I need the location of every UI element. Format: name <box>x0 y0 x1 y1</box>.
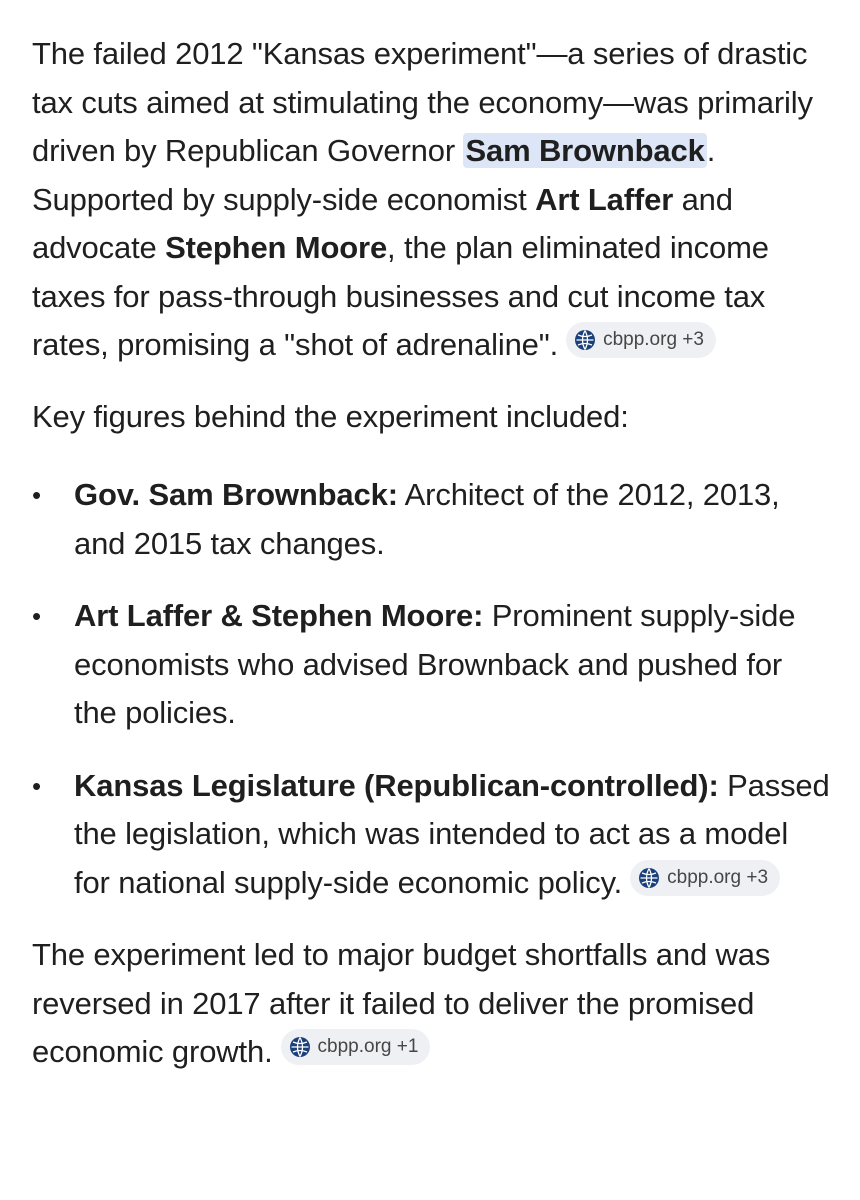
list-item-label: Art Laffer & Stephen Moore: <box>74 598 484 633</box>
globe-icon <box>638 867 660 889</box>
source-chip-label: cbpp.org +3 <box>667 866 769 888</box>
intro-text-4: , the plan eliminated income taxes for pass-through businesses and cut income tax rates, promising a "shot of adrenaline". <box>32 230 769 362</box>
list-item <box>32 762 832 908</box>
bullet: • <box>32 770 41 801</box>
list-item-text: Passed the legislation, which was intended to act as a model for national supply-side economic policy. <box>74 767 830 900</box>
list-item <box>32 471 832 568</box>
list-item-label: Kansas Legislature (Republican-controlled): <box>74 767 719 803</box>
list-item-text: Architect of the 2012, 2013, and 2015 tax changes. <box>74 477 780 561</box>
key-figures-list <box>32 471 832 907</box>
highlighted-entity-link[interactable]: Sam Brownback <box>465 133 705 168</box>
bold-name-stephen-moore: Stephen Moore <box>165 230 388 265</box>
conclusion-paragraph <box>32 931 832 1077</box>
source-chip-1[interactable] <box>566 322 716 358</box>
source-chip-3[interactable] <box>281 1029 431 1065</box>
intro-text-1: The failed 2012 "Kansas experiment"—a series of drastic tax cuts aimed at stimulating the economy—was primarily driven by Republican Governor <box>32 36 813 168</box>
bold-name-art-laffer: Art Laffer <box>535 181 674 217</box>
source-chip-2[interactable] <box>630 860 780 896</box>
conclusion-text: The experiment led to major budget shortfalls and was reversed in 2017 after it failed to deliver the promised economic growth. <box>32 937 771 1069</box>
bullet: • <box>32 480 41 510</box>
intro-paragraph <box>32 30 832 370</box>
source-chip-label: cbpp.org +3 <box>603 329 704 350</box>
intro-text-2: . Supported by supply-side economist <box>32 133 716 217</box>
bullet: • <box>32 601 41 631</box>
list-item <box>32 592 832 738</box>
globe-icon <box>289 1036 311 1058</box>
globe-icon <box>574 329 596 351</box>
source-chip-label: cbpp.org +1 <box>317 1036 419 1057</box>
intro-text-3: and advocate <box>32 181 733 265</box>
figures-intro: Key figures behind the experiment included: <box>32 398 629 434</box>
list-item-label: Gov. Sam Brownback: <box>74 477 398 512</box>
list-item-text: Prominent supply-side economists who advised Brownback and pushed for the policies. <box>74 598 796 730</box>
